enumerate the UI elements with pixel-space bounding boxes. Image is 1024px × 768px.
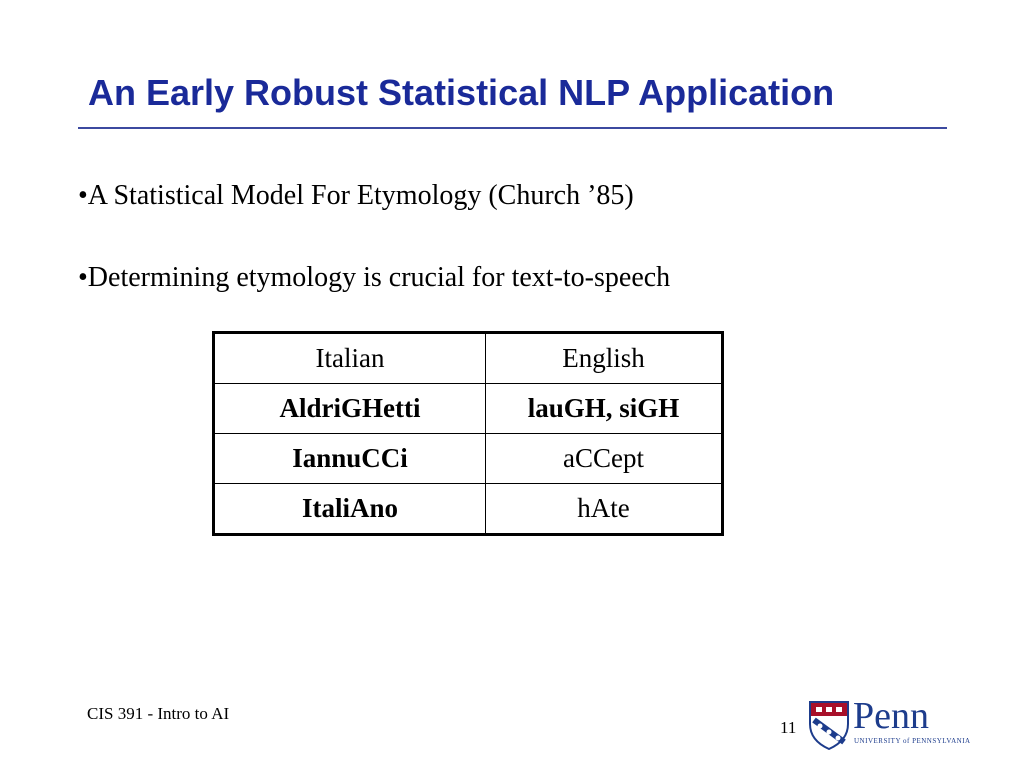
table-cell: hAte xyxy=(486,484,723,535)
etymology-table xyxy=(212,331,724,536)
page-number: 11 xyxy=(780,718,797,737)
table-row xyxy=(214,434,723,484)
column-header-english: English xyxy=(486,333,723,384)
slide-title: An Early Robust Statistical NLP Application xyxy=(88,72,835,113)
penn-subtitle: UNIVERSITY of PENNSYLVANIA xyxy=(854,737,971,745)
table-cell: AldriGHetti xyxy=(214,384,486,434)
table-cell: lauGH, siGH xyxy=(486,384,723,434)
penn-shield-icon xyxy=(808,700,850,750)
table-cell: IannuCCi xyxy=(214,434,486,484)
bullet-item: •Determining etymology is crucial for text-to-speech xyxy=(78,262,671,293)
table-header-row xyxy=(214,333,723,384)
table-cell: aCCept xyxy=(486,434,723,484)
penn-logo xyxy=(808,695,971,750)
title-divider xyxy=(78,127,947,129)
footer-course: CIS 391 - Intro to AI xyxy=(87,704,230,723)
table-row xyxy=(214,384,723,434)
column-header-italian: Italian xyxy=(214,333,486,384)
bullet-item: •A Statistical Model For Etymology (Church ’85) xyxy=(78,180,634,211)
penn-wordmark: Penn xyxy=(853,695,929,737)
table-row xyxy=(214,484,723,535)
table-cell: ItaliAno xyxy=(214,484,486,535)
